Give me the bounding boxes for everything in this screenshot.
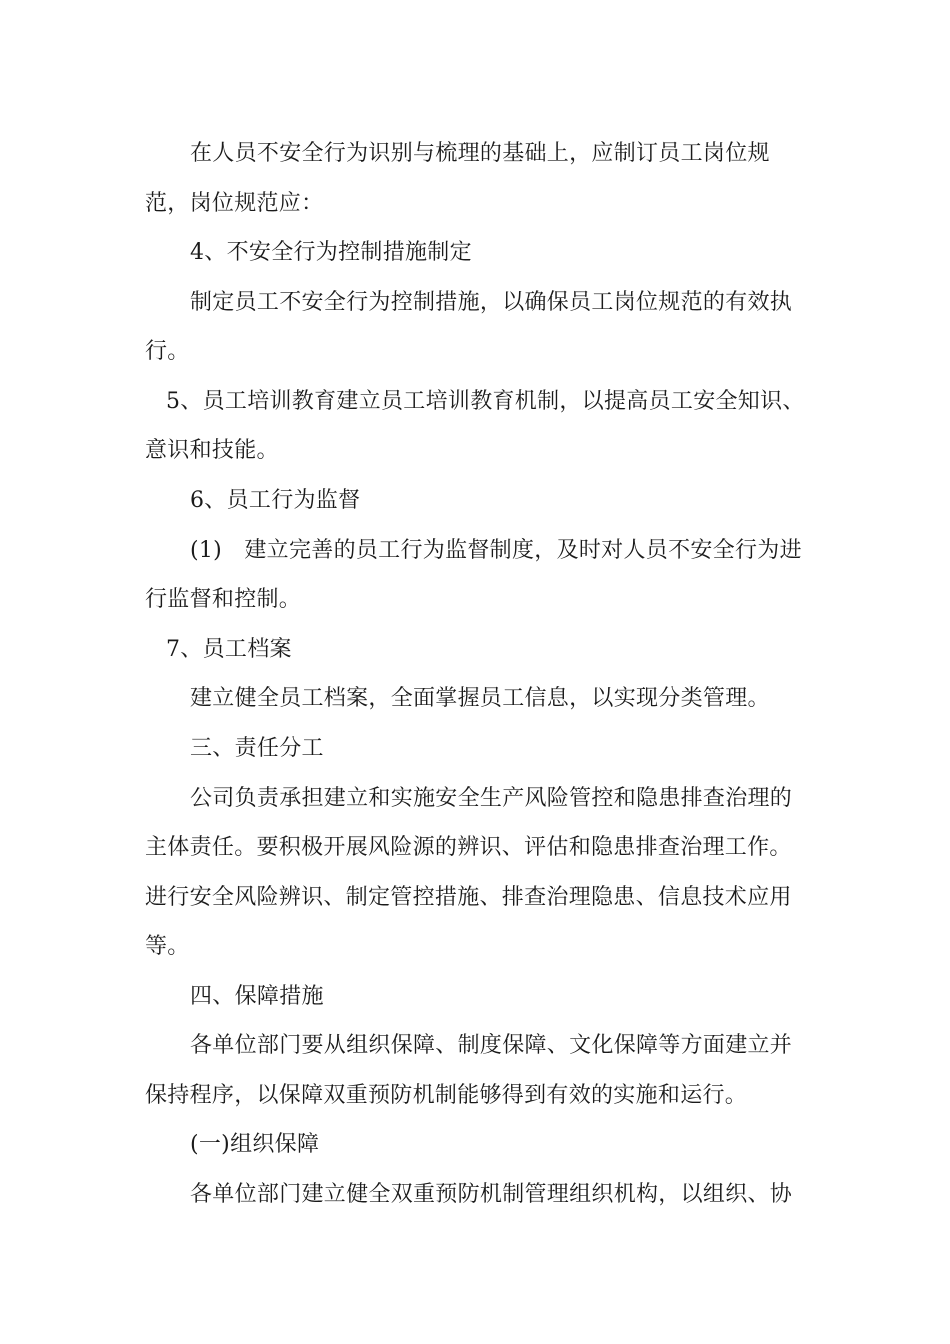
paragraph-line: 范，岗位规范应： bbox=[145, 191, 324, 216]
paragraph-line: 进行安全风险辨识、制定管控措施、排查治理隐患、信息技术应用 bbox=[145, 885, 792, 910]
section-heading: 6、员工行为监督 bbox=[190, 488, 361, 513]
paragraph-line: 保持程序，以保障双重预防机制能够得到有效的实施和运行。 bbox=[145, 1083, 748, 1108]
paragraph-line: 意识和技能。 bbox=[145, 438, 279, 463]
paragraph-line: (1) 建立完善的员工行为监督制度，及时对人员不安全行为进 bbox=[190, 538, 802, 563]
paragraph-line: 主体责任。要积极开展风险源的辨识、评估和隐患排查治理工作。 bbox=[145, 835, 792, 860]
section-heading: 四、保障措施 bbox=[190, 984, 324, 1009]
section-heading: 4、不安全行为控制措施制定 bbox=[190, 240, 472, 265]
paragraph-line: 建立健全员工档案，全面掌握员工信息，以实现分类管理。 bbox=[190, 686, 770, 711]
paragraph-line: 各单位部门建立健全双重预防机制管理组织机构，以组织、协 bbox=[190, 1182, 793, 1207]
paragraph-line: 5、员工培训教育建立员工培训教育机制，以提高员工安全知识、 bbox=[166, 389, 805, 414]
paragraph-line: 公司负责承担建立和实施安全生产风险管控和隐患排查治理的 bbox=[190, 786, 793, 811]
paragraph-line: 各单位部门要从组织保障、制度保障、文化保障等方面建立并 bbox=[190, 1033, 793, 1058]
paragraph-line: 等。 bbox=[145, 934, 190, 959]
section-heading: 7、员工档案 bbox=[166, 637, 292, 662]
section-heading: (一)组织保障 bbox=[190, 1132, 320, 1157]
paragraph-line: 行。 bbox=[145, 339, 190, 364]
paragraph-line: 在人员不安全行为识别与梳理的基础上，应制订员工岗位规 bbox=[190, 141, 770, 166]
section-heading: 三、责任分工 bbox=[190, 736, 324, 761]
paragraph-line: 制定员工不安全行为控制措施，以确保员工岗位规范的有效执 bbox=[190, 290, 793, 315]
paragraph-line: 行监督和控制。 bbox=[145, 587, 302, 612]
